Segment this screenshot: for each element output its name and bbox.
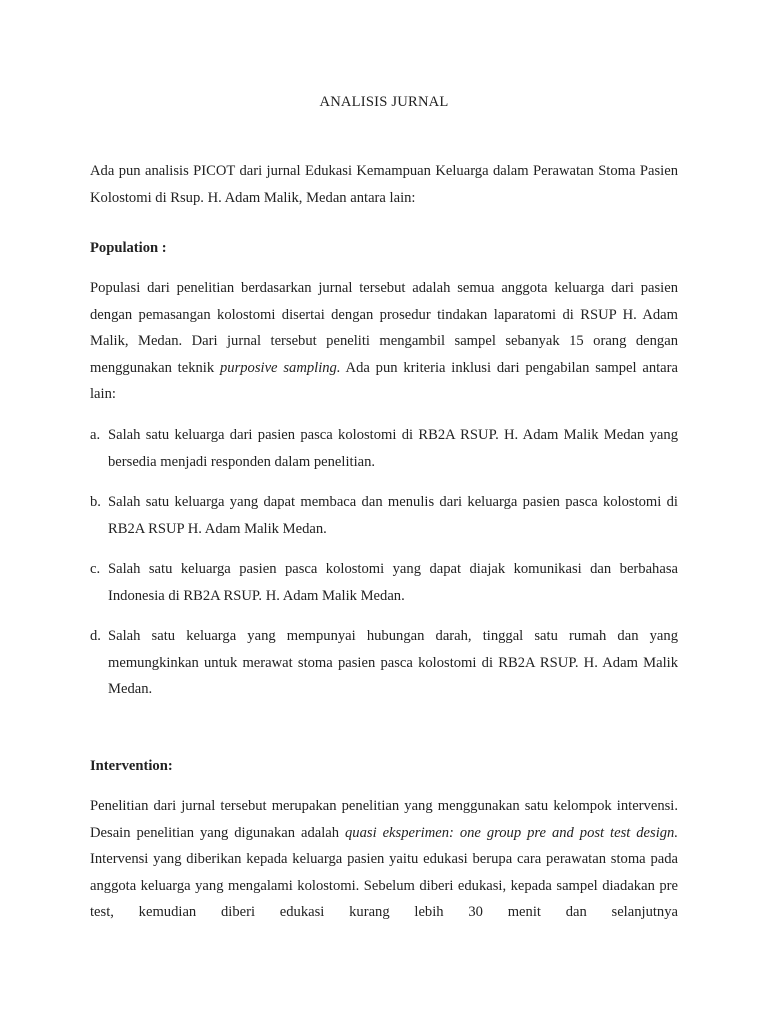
- population-text-2: Ada pun kriteria inklusi dari pengabilan sampel antara lain:: [90, 359, 678, 402]
- intro-paragraph: Ada pun analisis PICOT dari jurnal Edukasi Kemampuan Keluarga dalam Perawatan Stoma Pasien Kolostomi di Rsup. H. Adam Malik, Medan antara lain:: [90, 163, 678, 206]
- population-text-italic: purposive sampling.: [219, 359, 341, 376]
- list-item: [90, 623, 678, 703]
- population-heading: Population :: [90, 240, 167, 256]
- list-item-text: Salah satu keluarga pasien pasca kolostomi yang dapat diajak komunikasi dan berbahasa Indonesia di RB2A RSUP. H. Adam Malik Medan.: [108, 561, 678, 604]
- inclusion-criteria-list: [90, 422, 678, 717]
- list-marker: d.: [90, 628, 101, 644]
- list-item: [90, 556, 678, 609]
- intervention-text-2: Intervensi yang diberikan kepada keluarga pasien yaitu edukasi berupa cara perawatan stoma pada anggota keluarga yang mengalami kolostomi. Sebelum diberi edukasi, kepada sampel diadakan pre test, kemudian diberi edukasi kurang lebih 30 menit dan selanjutnya: [90, 851, 678, 920]
- population-text-1: Populasi dari penelitian berdasarkan jurnal tersebut adalah semua anggota keluarga dari pasien dengan pemasangan kolostomi disertai dengan prosedur tindakan laparatomi di RSUP H. Adam Malik, Medan. Dari jurnal tersebut peneliti mengambil sampel sebanyak 15 orang dengan menggunakan teknik: [90, 280, 678, 376]
- intervention-text-italic: quasi eksperimen: one group pre and post test design.: [345, 824, 678, 841]
- intervention-text-1: Penelitian dari jurnal tersebut merupakan penelitian yang menggunakan satu kelompok intervensi. Desain penelitian yang digunakan adalah: [90, 798, 678, 841]
- intervention-heading: Intervention:: [90, 758, 173, 774]
- list-marker: c.: [90, 561, 101, 577]
- population-paragraph: [90, 275, 678, 408]
- list-item: [90, 489, 678, 542]
- list-item-text: Salah satu keluarga yang dapat membaca dan menulis dari keluarga pasien pasca kolostomi di RB2A RSUP H. Adam Malik Medan.: [108, 494, 678, 537]
- intervention-paragraph: [90, 793, 678, 926]
- list-item-text: Salah satu keluarga dari pasien pasca kolostomi di RB2A RSUP. H. Adam Malik Medan yang bersedia menjadi responden dalam penelitian.: [108, 427, 678, 470]
- list-item-text: Salah satu keluarga yang mempunyai hubungan darah, tinggal satu rumah dan yang memungkinkan untuk merawat stoma pasien pasca kolostomi di RB2A RSUP. H. Adam Malik Medan.: [108, 628, 678, 697]
- list-item: [90, 422, 678, 475]
- list-marker: a.: [90, 427, 101, 443]
- page-title: ANALISIS JURNAL: [319, 94, 449, 110]
- list-marker: b.: [90, 494, 101, 510]
